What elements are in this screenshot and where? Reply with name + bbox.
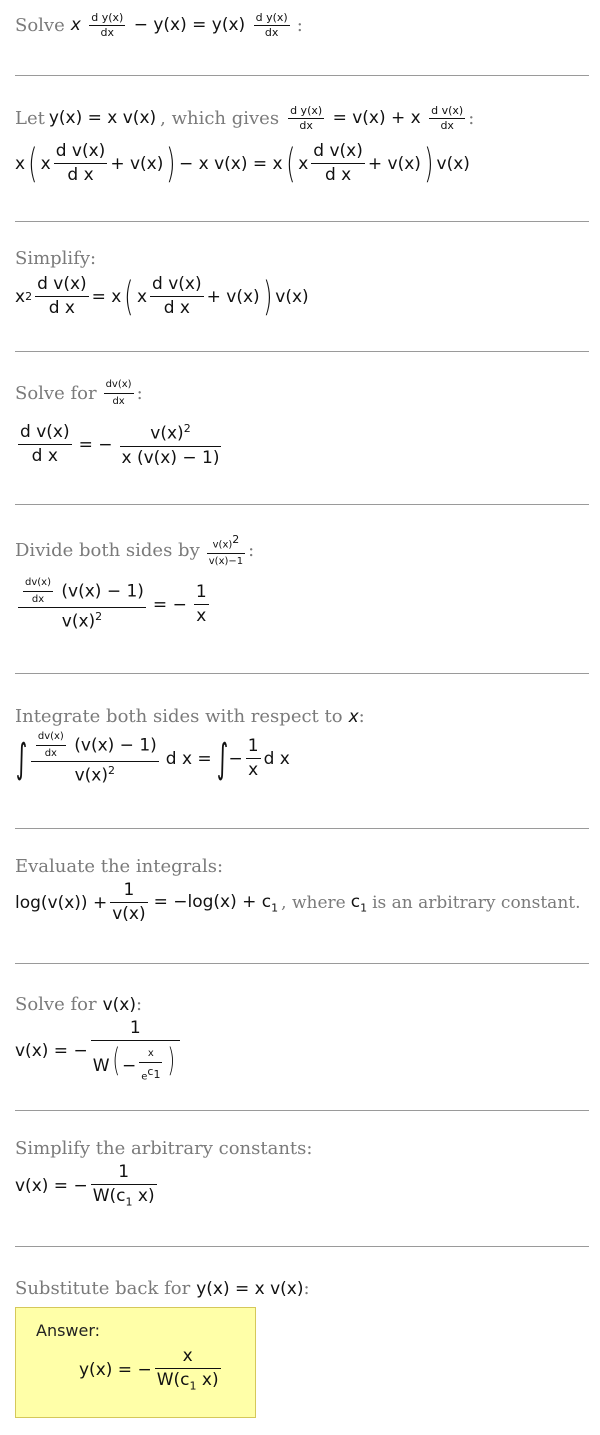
step-2-equation: x ( x $\frac{\text{d v(x)}}{\text{d x}}$ + v(x) ) − x v(x) = x ( x $\frac{\text{d v(x)}}{\text{d x}}$ + v(x) ) v(x) xyxy=(15,140,470,187)
step-10-colon: : xyxy=(303,1278,310,1299)
step-5-equation: $\frac{dv(x)}{dx}$ (v(x) − 1) $v(x)^2$ = − $\frac{1}{x}$ xyxy=(15,578,212,632)
step-8-colon: : xyxy=(135,994,143,1015)
divider xyxy=(15,1110,589,1111)
step-10-label: Substitute back for xyxy=(15,1278,191,1299)
step-8-header: Solve for v(x) : xyxy=(15,994,143,1015)
step-4-header: Solve for $\frac{dv(x)}{dx}$ : xyxy=(15,379,143,407)
step-2-colon: : xyxy=(468,107,475,129)
derivative-expression: $\frac{\text{d y(x)}}{dx}$ = v(x) + x $\frac{\text{d v(x)}}{dx}$ xyxy=(290,104,464,132)
divider xyxy=(15,963,589,964)
step-1-equation: x $\frac{\text{d y(x)}}{dx}$ − y(x) = y(x) $\frac{\text{d y(x)}}{dx}$ xyxy=(70,11,288,39)
step-2-label-mid: , which gives xyxy=(160,107,280,129)
step-9-label: Simplify the arbitrary constants: xyxy=(15,1138,313,1159)
step-3-label: Simplify: xyxy=(15,248,97,269)
step-5-header: Divide both sides by $\frac{v(x)^2}{v(x)-1}$ : xyxy=(15,533,255,567)
divider xyxy=(15,673,589,674)
step-2-header xyxy=(15,105,474,131)
divider xyxy=(15,1246,589,1247)
step-3-header xyxy=(15,248,96,269)
answer-box xyxy=(15,1307,256,1418)
divider xyxy=(15,828,589,829)
step-6-header: Integrate both sides with respect to x : xyxy=(15,706,365,727)
step-7-label: Evaluate the integrals: xyxy=(15,856,224,877)
answer-label: Answer: xyxy=(36,1321,101,1340)
step-8-label: Solve for xyxy=(15,994,97,1015)
step-7-equation: log(v(x)) + $\frac{1}{v(x)}$ = $-\log(x) + c_1$ , where $c_1$ is an arbitrary constant. xyxy=(15,880,581,924)
step-4-label: Solve for xyxy=(15,383,97,404)
divider xyxy=(15,504,589,505)
step-7-header xyxy=(15,856,223,877)
step-10-header: Substitute back for y(x) = x v(x) : xyxy=(15,1278,310,1299)
step-8-equation: v(x) = − 1 W( − $\frac{x}{e^{c_1}}$ ) xyxy=(15,1020,183,1083)
step-5-colon: : xyxy=(248,540,255,562)
step-4-colon: : xyxy=(136,383,143,404)
step-4-equation: $\frac{\text{d v(x)}}{\text{d x}}$ = − $\frac{v(x)^2}{x (v(x) - 1)}$ xyxy=(20,422,220,468)
step-3-equation: x 2 $\frac{\text{d v(x)}}{\text{d x}}$ = x ( x $\frac{\text{d v(x)}}{\text{d x}}$ + v(x) ) v(x) xyxy=(15,273,309,320)
step-1-header: Solve x $\frac{\text{d y(x)}}{dx}$ − y(x) = y(x) $\frac{\text{d y(x)}}{dx}$ : xyxy=(15,11,303,39)
divider xyxy=(15,75,589,76)
step-9-equation: v(x) = − $\frac{1}{W(c_1 x)}$ xyxy=(15,1162,155,1209)
divider xyxy=(15,221,589,222)
answer-equation: y(x) = − $\frac{x}{W(c_1 x)}$ xyxy=(79,1346,219,1393)
step-2-label-pre: Let xyxy=(15,107,45,129)
step-7-arbitrary: is an arbitrary constant. xyxy=(372,892,581,913)
step-1-label: Solve xyxy=(15,14,65,36)
step-9-header xyxy=(15,1138,312,1159)
step-6-colon: : xyxy=(358,706,365,727)
substitution: y(x) = x v(x) xyxy=(48,108,157,129)
step-6-label: Integrate both sides with respect to xyxy=(15,706,343,727)
step-7-where: , where xyxy=(281,892,346,913)
divider xyxy=(15,351,589,352)
step-6-equation: ∫ $\frac{dv(x)}{dx}$ (v(x) − 1) $v(x)^2$ d x = ∫ − $\frac{1}{x}$ d x xyxy=(15,731,290,786)
step-5-label: Divide both sides by xyxy=(15,540,200,562)
